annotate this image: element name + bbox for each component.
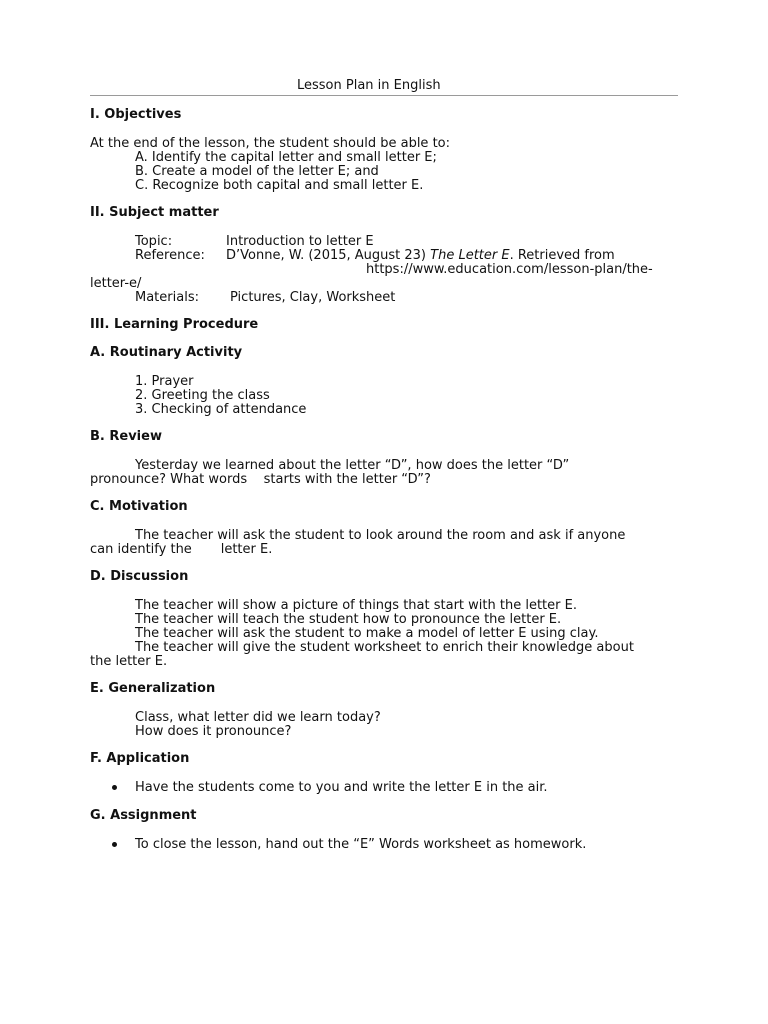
topic-value: Introduction to letter E — [226, 234, 374, 249]
reference-url-start: https://www.education.com/lesson-plan/the- — [366, 262, 653, 277]
discussion-heading: D. Discussion — [90, 569, 189, 584]
discussion-line: The teacher will give the student worksheet to enrich their knowledge about — [135, 640, 634, 655]
routinary-item: 3. Checking of attendance — [135, 402, 307, 417]
routinary-item: 1. Prayer — [135, 374, 194, 389]
objectives-intro: At the end of the lesson, the student should be able to: — [90, 136, 450, 151]
reference-url-end: letter-e/ — [90, 276, 142, 291]
motivation-line: The teacher will ask the student to look around the room and ask if anyone — [135, 528, 626, 543]
motivation-heading: C. Motivation — [90, 499, 188, 514]
reference-label: Reference: — [135, 248, 205, 263]
learning-procedure-heading: III. Learning Procedure — [90, 317, 259, 332]
application-heading: F. Application — [90, 751, 190, 766]
motivation-line: can identify the letter E. — [90, 542, 273, 557]
discussion-line: The teacher will teach the student how to pronounce the letter E. — [135, 612, 562, 627]
subject-matter-heading: II. Subject matter — [90, 205, 219, 220]
reference-authors: D’Vonne, W. (2015, August 23) — [226, 248, 431, 263]
review-line: Yesterday we learned about the letter “D”, how does the letter “D” — [135, 458, 570, 473]
generalization-line: How does it pronounce? — [135, 724, 292, 739]
reference-title: The Letter E — [430, 248, 510, 263]
materials-label: Materials: — [135, 290, 199, 305]
objectives-heading: I. Objectives — [90, 107, 182, 122]
objective-item: A. Identify the capital letter and small letter E; — [135, 150, 437, 165]
bullet-icon — [112, 842, 117, 847]
generalization-line: Class, what letter did we learn today? — [135, 710, 381, 725]
routinary-item: 2. Greeting the class — [135, 388, 270, 403]
assignment-heading: G. Assignment — [90, 808, 197, 823]
reference-text — [226, 248, 615, 263]
discussion-line: the letter E. — [90, 654, 168, 669]
discussion-line: The teacher will ask the student to make a model of letter E using clay. — [135, 626, 599, 641]
materials-value: Pictures, Clay, Worksheet — [230, 290, 396, 305]
bullet-icon — [112, 785, 117, 790]
objective-item: B. Create a model of the letter E; and — [135, 164, 379, 179]
topic-label: Topic: — [135, 234, 173, 249]
review-line: pronounce? What words starts with the letter “D”? — [90, 472, 431, 487]
title-divider — [90, 95, 678, 96]
objective-item: C. Recognize both capital and small letter E. — [135, 178, 424, 193]
assignment-bullet: To close the lesson, hand out the “E” Words worksheet as homework. — [135, 837, 587, 852]
discussion-line: The teacher will show a picture of things that start with the letter E. — [135, 598, 577, 613]
page-title: Lesson Plan in English — [297, 78, 441, 93]
application-bullet: Have the students come to you and write the letter E in the air. — [135, 780, 548, 795]
routinary-heading: A. Routinary Activity — [90, 345, 243, 360]
generalization-heading: E. Generalization — [90, 681, 216, 696]
review-heading: B. Review — [90, 429, 162, 444]
reference-retrieved: . Retrieved from — [509, 248, 615, 263]
